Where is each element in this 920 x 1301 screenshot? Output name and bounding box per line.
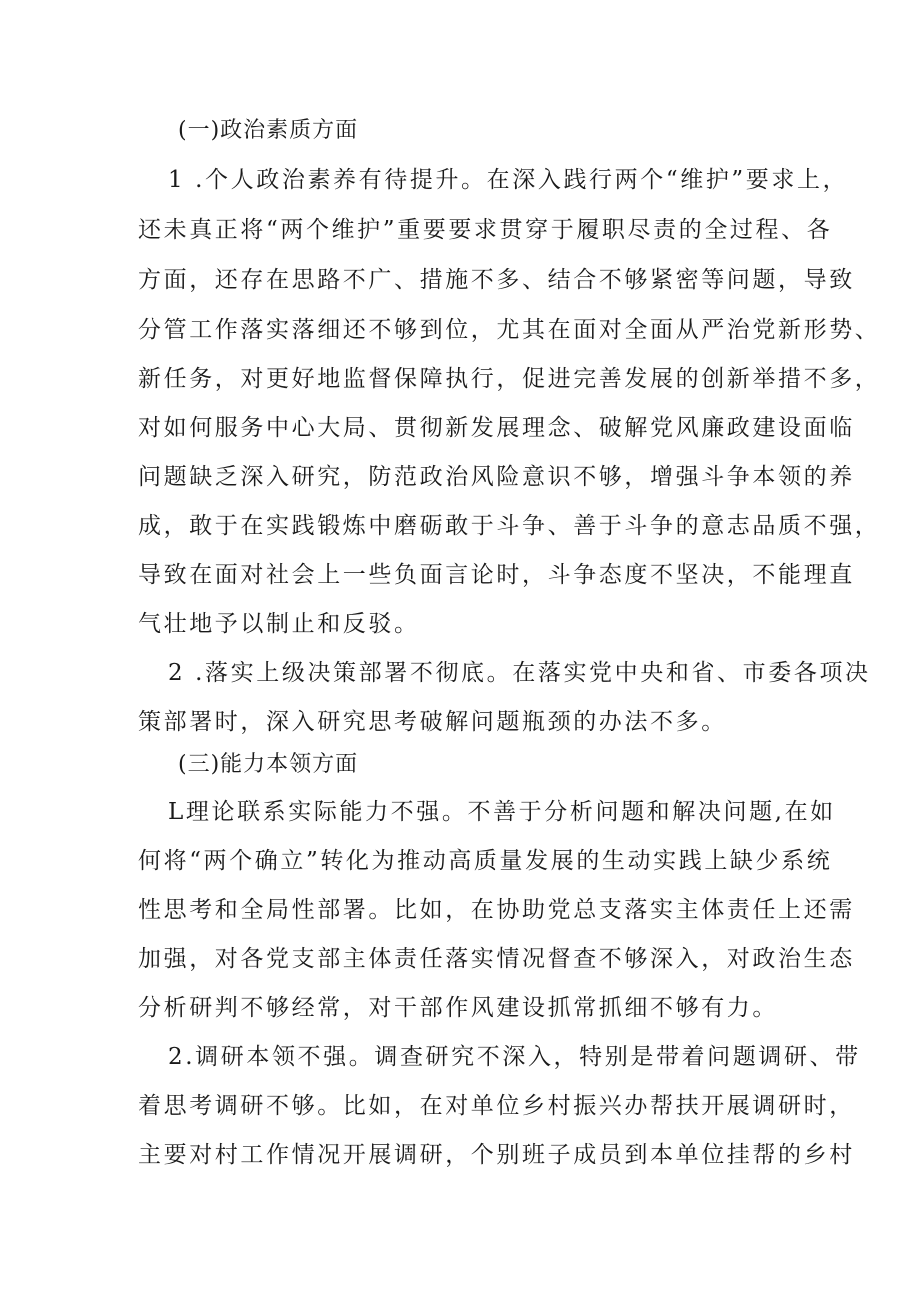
paragraph-line: 分析研判不够经常，对干部作风建设抓常抓细不够有力。 bbox=[138, 995, 778, 1021]
paragraph-line: 1 .个人政治素养有待提升。在深入践行两个“维护”要求上， bbox=[168, 167, 849, 193]
paragraph-line: 着思考调研不够。比如，在对单位乡村振兴办帮扶开展调研时， bbox=[138, 1093, 855, 1119]
section-heading-political: (一)政治素质方面 bbox=[178, 118, 359, 143]
paragraph-line: 性思考和全局性部署。比如，在协助党总支落实主体责任上还需 bbox=[138, 897, 855, 923]
paragraph-line: 2 .落实上级决策部署不彻底。在落实党中央和省、市委各项决 bbox=[168, 660, 871, 686]
paragraph-line: 成，敢于在实践锻炼中磨砺敢于斗争、善于斗争的意志品质不强， bbox=[138, 513, 881, 539]
paragraph-line: L理论联系实际能力不强。不善于分析问题和解决问题,在如 bbox=[168, 799, 836, 825]
paragraph-line: 策部署时，深入研究思考破解问题瓶颈的办法不多。 bbox=[138, 709, 727, 735]
paragraph-line: 对如何服务中心大局、贯彻新发展理念、破解党风廉政建设面临 bbox=[138, 415, 855, 441]
paragraph-line: 新任务，对更好地监督保障执行，促进完善发展的创新举措不多， bbox=[138, 366, 881, 392]
paragraph-line: 气壮地予以制止和反驳。 bbox=[138, 611, 420, 637]
paragraph-line: 问题缺乏深入研究，防范政治风险意识不够，增强斗争本领的养 bbox=[138, 464, 855, 490]
paragraph-line: 分管工作落实落细还不够到位，尤其在面对全面从严治党新形势、 bbox=[138, 317, 881, 343]
paragraph-line: 还未真正将“两个维护”重要要求贯穿于履职尽责的全过程、各 bbox=[138, 217, 833, 243]
paragraph-line: 导致在面对社会上一些负面言论时，斗争态度不坚决，不能理直 bbox=[138, 562, 855, 588]
paragraph-line: 2.调研本领不强。调查研究不深入，特别是带着问题调研、带 bbox=[168, 1044, 861, 1070]
paragraph-line: 加强，对各党支部主体责任落实情况督查不够深入，对政治生态 bbox=[138, 946, 855, 972]
section-heading-ability: (三)能力本领方面 bbox=[178, 752, 359, 777]
paragraph-line: 方面，还存在思路不广、措施不多、结合不够紧密等问题，导致 bbox=[138, 267, 855, 293]
paragraph-line: 何将“两个确立”转化为推动高质量发展的生动实践上缺少系统 bbox=[138, 848, 833, 874]
paragraph-line: 主要对村工作情况开展调研，个别班子成员到本单位挂帮的乡村 bbox=[138, 1142, 855, 1168]
